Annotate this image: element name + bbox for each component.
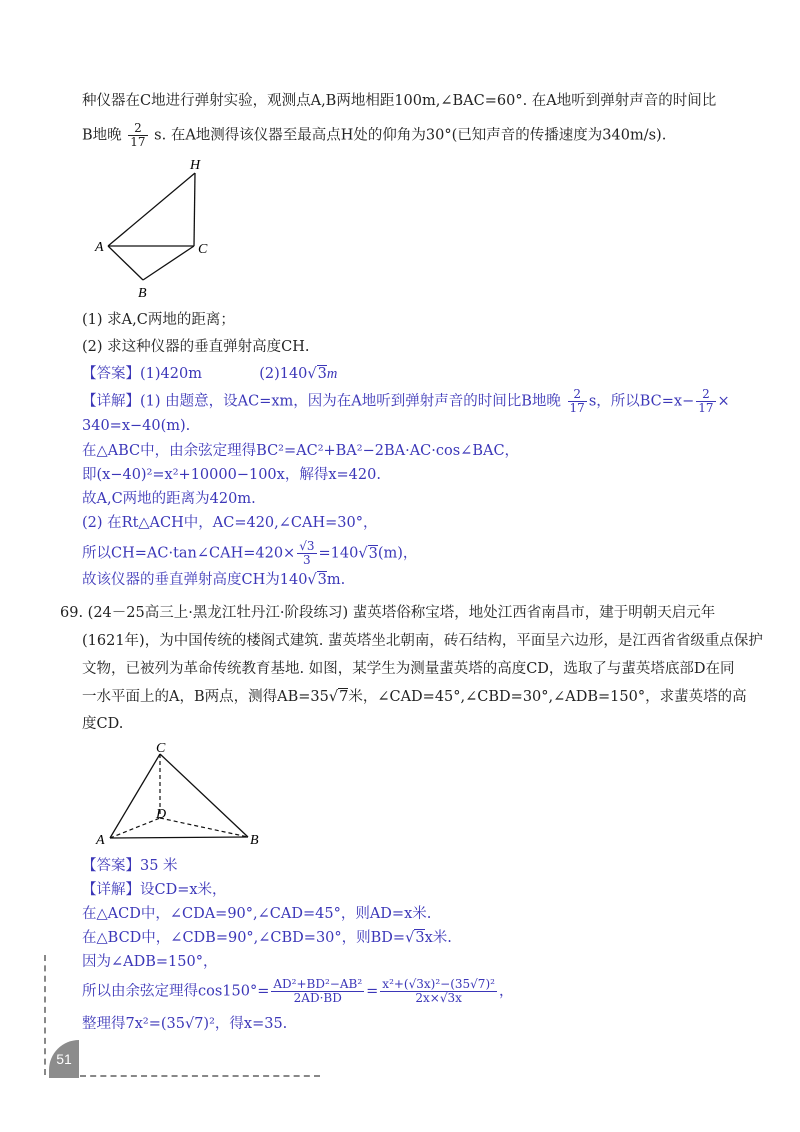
label-a: A <box>95 240 104 255</box>
detail-line1: 【详解】(1) 由题意，设AC=xm，因为在A地听到弹射声音的时间比B地晚 $\frac{2}{17}$ s，所以BC=x− $\frac{2}{17}$ × <box>82 387 730 415</box>
problem69-line1: 69. (24－25高三上·黑龙江牡丹江·阶段练习) 蜚英塔俗称宝塔，地处江西省南昌市，建于明朝天启元年 <box>60 605 716 621</box>
edge-ca <box>110 754 160 838</box>
fraction: $\frac{2}{17}$ <box>130 121 146 149</box>
label-c: C <box>156 741 166 756</box>
edge-ad <box>110 818 160 838</box>
detail-line8: 故该仪器的垂直弹射高度CH为140√3m. <box>82 572 346 588</box>
answer-1: (1)420m <box>140 366 202 382</box>
problem68-text-line2 <box>82 122 666 149</box>
answer69-line <box>82 856 178 876</box>
detail69-line1: 【详解】设CD=x米， <box>82 882 227 898</box>
label-c: C <box>198 242 208 257</box>
label-d: D <box>156 807 167 822</box>
detail-line4: 即(x−40)²=x²+10000−100x，解得x=420. <box>82 467 381 483</box>
problem69-line2: (1621年)，为中国传统的楼阁式建筑. 蜚英塔坐北朝南，砖石结构，平面呈六边形，是江西省省级重点保护 <box>82 633 763 649</box>
label-b: B <box>138 286 147 301</box>
text-segment: s. 在A地测得该仪器至最高点H处的仰角为30°(已知声音的传播速度为340m/s). <box>154 127 667 144</box>
detail69-line4: 因为∠ADB=150°， <box>82 954 218 970</box>
problem69-line3: 文物，已被列为革命传统教育基地. 如图，某学生为测量蜚英塔的高度CD，选取了与蜚英塔底部D在同 <box>82 661 735 677</box>
answer-tag: 【答案】 <box>82 858 140 874</box>
detail69-line3: 在△BCD中，∠CDB=90°,∠CBD=30°，则BD=√3x米. <box>82 930 452 946</box>
detail-tag: 【详解】 <box>82 393 140 410</box>
edge-hc <box>194 173 195 246</box>
detail69-line5: 所以由余弦定理得cos150°= $\frac{\text{AD²+BD²−AB²}}{2AD\cdot BD}$ = $\frac{\text{x²+(√3x)²−(35√7)²}}{2x\times√3x}$ ， <box>82 977 514 1005</box>
answer-tag: 【答案】 <box>82 366 140 382</box>
answer-value: 35 米 <box>140 858 178 874</box>
label-a: A <box>96 833 105 848</box>
edge-db <box>160 818 248 837</box>
detail-line2: 340=x−40(m). <box>82 418 191 434</box>
problem68-text-line1: 种仪器在C地进行弹射实验，观测点A,B两地相距100m,∠BAC=60°. 在A地听到弹射声音的时间比 <box>82 93 717 109</box>
detail69-line2: 在△ACD中，∠CDA=90°,∠CAD=45°，则AD=x米. <box>82 906 432 922</box>
detail69-line6: 整理得7x²=(35√7)²，得x=35. <box>82 1016 288 1032</box>
question-2: (2) 求这种仪器的垂直弹射高度CH. <box>82 339 310 355</box>
edge-ab <box>108 246 143 280</box>
text-segment: B地晚 <box>82 127 122 144</box>
problem69-line5: 度CD. <box>82 716 124 732</box>
edge-ab <box>110 837 248 838</box>
page-number: 51 <box>49 1040 79 1078</box>
detail-line5: 故A,C两地的距离为420m. <box>82 491 256 507</box>
edge-ah <box>108 173 195 246</box>
label-b: B <box>250 833 259 848</box>
margin-dashed-line <box>44 955 46 1075</box>
detail-tag: 【详解】 <box>82 882 140 898</box>
question-1: (1) 求A,C两地的距离； <box>82 312 235 328</box>
footer-dashed-line <box>80 1075 320 1077</box>
edge-cb <box>160 754 248 837</box>
tetrahedron-figure <box>92 740 272 855</box>
label-h: H <box>190 158 201 173</box>
problem69-line4: 一水平面上的A，B两点，测得AB=35√7米，∠CAD=45°,∠CBD=30°,∠ADB=150°，求蜚英塔的高 <box>82 689 747 705</box>
detail-line7: 所以CH=AC·tan∠CAH=420× $\frac{√3}{3}$ =140√3(m)， <box>82 539 418 567</box>
detail-line3: 在△ABC中，由余弦定理得BC²=AC²+BA²−2BA·AC·cos∠BAC， <box>82 443 520 459</box>
detail-line6: (2) 在Rt△ACH中，AC=420,∠CAH=30°， <box>82 515 378 531</box>
edge-bc <box>143 246 194 280</box>
triangle-figure-ach <box>90 155 220 305</box>
answer-2: (2)140 <box>259 366 308 382</box>
answer-line: 【答案】(1)420m (2)140√3m <box>82 366 338 382</box>
